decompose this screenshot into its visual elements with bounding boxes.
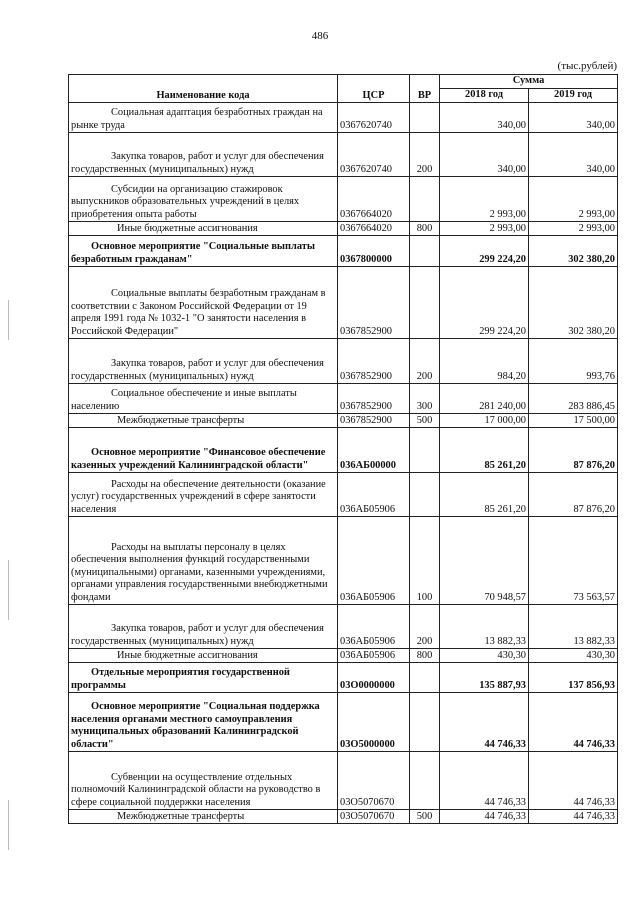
- row-csr-cell: 036АБ05906: [338, 605, 410, 649]
- row-csr-cell: 036АБ05906: [338, 649, 410, 663]
- row-2019-cell: 340,00: [529, 103, 618, 133]
- header-sum: Сумма: [440, 75, 618, 89]
- row-name-cell: [69, 103, 338, 133]
- row-csr-cell: 0367620740: [338, 133, 410, 177]
- row-name-cell: [69, 473, 338, 517]
- header-vr: ВР: [410, 75, 440, 103]
- row-csr-cell: 03О5070670: [338, 752, 410, 810]
- row-name-text: Расходы на обеспечение деятельности (оказание услуг) государственных учреждений в сфере занятости населения: [71, 478, 326, 515]
- row-vr-cell: [410, 236, 440, 267]
- row-csr-cell: 0367852900: [338, 414, 410, 428]
- table-row: [69, 339, 618, 384]
- row-2019-cell: 340,00: [529, 133, 618, 177]
- row-name-cell: [69, 177, 338, 222]
- row-vr-cell: [410, 428, 440, 473]
- row-vr-cell: 800: [410, 649, 440, 663]
- row-2018-cell: 299 224,20: [440, 236, 529, 267]
- table-row: [69, 663, 618, 693]
- table-row: [69, 810, 618, 824]
- row-2018-cell: 430,30: [440, 649, 529, 663]
- row-name-text: Отдельные мероприятия государственной программы: [71, 667, 290, 691]
- row-name-cell: [69, 267, 338, 339]
- row-2019-cell: 44 746,33: [529, 810, 618, 824]
- page-number: 486: [311, 30, 329, 42]
- row-csr-cell: 0367620740: [338, 103, 410, 133]
- row-name-text: Социальная адаптация безработных граждан на рынке труда: [71, 107, 323, 131]
- header-year-2018: 2018 год: [440, 89, 529, 103]
- row-2019-cell: 87 876,20: [529, 428, 618, 473]
- row-vr-cell: [410, 663, 440, 693]
- row-2019-cell: 302 380,20: [529, 236, 618, 267]
- table-row: [69, 133, 618, 177]
- table-row: [69, 693, 618, 752]
- row-2018-cell: 44 746,33: [440, 693, 529, 752]
- header-csr: ЦСР: [338, 75, 410, 103]
- row-csr-cell: 03О5070670: [338, 810, 410, 824]
- row-2018-cell: 44 746,33: [440, 810, 529, 824]
- header-year-2019: 2019 год: [529, 89, 618, 103]
- row-name-text: Основное мероприятие "Социальная поддержка населения органами местного самоуправления муниципальных образований Калининградской области": [71, 701, 320, 750]
- row-2018-cell: 135 887,93: [440, 663, 529, 693]
- row-2018-cell: 17 000,00: [440, 414, 529, 428]
- row-2019-cell: 302 380,20: [529, 267, 618, 339]
- header-name: Наименование кода: [69, 75, 338, 103]
- row-vr-cell: [410, 752, 440, 810]
- row-vr-cell: [410, 103, 440, 133]
- row-name-cell: [69, 517, 338, 605]
- scan-edge-mark: [8, 800, 9, 850]
- row-2019-cell: 17 500,00: [529, 414, 618, 428]
- row-vr-cell: 500: [410, 414, 440, 428]
- table-row: [69, 428, 618, 473]
- row-name-text: Субвенции на осуществление отдельных полномочий Калининградской области на руководство в сфере социальной поддержки населения: [71, 771, 321, 808]
- table-row: [69, 222, 618, 236]
- row-name-text: Основное мероприятие "Социальные выплаты безработным гражданам": [71, 241, 316, 265]
- row-name-text: Субсидии на организацию стажировок выпускников образовательных учреждений в целях приобретения опыта работы: [71, 183, 300, 220]
- row-name-cell: [69, 649, 338, 663]
- scan-edge-mark: [8, 300, 9, 340]
- row-name-cell: [69, 384, 338, 414]
- row-csr-cell: 0367852900: [338, 267, 410, 339]
- row-name-cell: [69, 752, 338, 810]
- table-row: [69, 649, 618, 663]
- row-vr-cell: 500: [410, 810, 440, 824]
- row-name-text: Социальное обеспечение и иные выплаты населению: [71, 388, 297, 412]
- row-csr-cell: 0367664020: [338, 222, 410, 236]
- row-name-cell: [69, 222, 338, 236]
- row-2018-cell: 2 993,00: [440, 177, 529, 222]
- row-vr-cell: 100: [410, 517, 440, 605]
- row-vr-cell: 300: [410, 384, 440, 414]
- row-name-text: Межбюджетные трансферты: [117, 810, 245, 822]
- budget-table: [68, 74, 618, 824]
- row-name-cell: [69, 663, 338, 693]
- units-label: (тыс.рублей): [557, 60, 617, 72]
- row-vr-cell: 800: [410, 222, 440, 236]
- row-name-cell: [69, 693, 338, 752]
- row-csr-cell: 03О5000000: [338, 693, 410, 752]
- row-name-cell: [69, 236, 338, 267]
- row-vr-cell: [410, 473, 440, 517]
- row-2018-cell: 70 948,57: [440, 517, 529, 605]
- table-row: [69, 752, 618, 810]
- row-csr-cell: 0367852900: [338, 339, 410, 384]
- row-vr-cell: [410, 177, 440, 222]
- scan-edge-mark: [8, 560, 9, 620]
- row-2018-cell: 299 224,20: [440, 267, 529, 339]
- row-name-text: Межбюджетные трансферты: [117, 414, 245, 426]
- row-2018-cell: 340,00: [440, 133, 529, 177]
- row-vr-cell: 200: [410, 133, 440, 177]
- table-row: [69, 414, 618, 428]
- row-2019-cell: 2 993,00: [529, 222, 618, 236]
- row-2018-cell: 13 882,33: [440, 605, 529, 649]
- row-vr-cell: [410, 267, 440, 339]
- table-row: [69, 236, 618, 267]
- row-2018-cell: 281 240,00: [440, 384, 529, 414]
- row-2019-cell: 87 876,20: [529, 473, 618, 517]
- row-2019-cell: 430,30: [529, 649, 618, 663]
- row-vr-cell: 200: [410, 605, 440, 649]
- row-csr-cell: 03О0000000: [338, 663, 410, 693]
- row-2018-cell: 340,00: [440, 103, 529, 133]
- row-name-text: Расходы на выплаты персоналу в целях обеспечения выполнения функций государственными (муниципальными) органами, казенными учреждениями, органами управления государственными внебюджетными фондами: [71, 541, 328, 603]
- row-name-text: Закупка товаров, работ и услуг для обеспечения государственных (муниципальных) нужд: [71, 623, 324, 647]
- row-2019-cell: 283 886,45: [529, 384, 618, 414]
- table-row: [69, 605, 618, 649]
- row-2019-cell: 73 563,57: [529, 517, 618, 605]
- row-2018-cell: 44 746,33: [440, 752, 529, 810]
- table-row: [69, 473, 618, 517]
- row-name-cell: [69, 133, 338, 177]
- row-name-text: Закупка товаров, работ и услуг для обеспечения государственных (муниципальных) нужд: [71, 151, 324, 175]
- row-name-cell: [69, 810, 338, 824]
- row-csr-cell: 036АБ00000: [338, 428, 410, 473]
- table-header: [69, 75, 618, 103]
- row-2019-cell: 993,76: [529, 339, 618, 384]
- row-name-cell: [69, 414, 338, 428]
- row-2019-cell: 13 882,33: [529, 605, 618, 649]
- row-2018-cell: 85 261,20: [440, 473, 529, 517]
- table-row: [69, 384, 618, 414]
- row-csr-cell: 0367664020: [338, 177, 410, 222]
- row-name-text: Иные бюджетные ассигнования: [117, 649, 258, 661]
- row-2019-cell: 44 746,33: [529, 693, 618, 752]
- row-name-text: Основное мероприятие "Финансовое обеспечение казенных учреждений Калининградской области": [71, 447, 326, 471]
- row-name-text: Закупка товаров, работ и услуг для обеспечения государственных (муниципальных) нужд: [71, 358, 324, 382]
- row-vr-cell: [410, 693, 440, 752]
- row-2018-cell: 2 993,00: [440, 222, 529, 236]
- row-name-cell: [69, 428, 338, 473]
- row-csr-cell: 0367800000: [338, 236, 410, 267]
- row-2018-cell: 984,20: [440, 339, 529, 384]
- row-2019-cell: 2 993,00: [529, 177, 618, 222]
- row-name-text: Социальные выплаты безработным гражданам в соответствии с Законом Российской Федерации от 19 апреля 1991 года № 1032-1 "О занятости населения в Российской Федерации": [71, 288, 326, 337]
- table-body: [69, 103, 618, 824]
- row-2019-cell: 44 746,33: [529, 752, 618, 810]
- row-name-cell: [69, 339, 338, 384]
- row-2019-cell: 137 856,93: [529, 663, 618, 693]
- row-2018-cell: 85 261,20: [440, 428, 529, 473]
- table-row: [69, 517, 618, 605]
- row-csr-cell: 0367852900: [338, 384, 410, 414]
- row-csr-cell: 036АБ05906: [338, 517, 410, 605]
- table-row: [69, 267, 618, 339]
- row-csr-cell: 036АБ05906: [338, 473, 410, 517]
- table-row: [69, 103, 618, 133]
- row-vr-cell: 200: [410, 339, 440, 384]
- row-name-cell: [69, 605, 338, 649]
- table-row: [69, 177, 618, 222]
- row-name-text: Иные бюджетные ассигнования: [117, 222, 258, 234]
